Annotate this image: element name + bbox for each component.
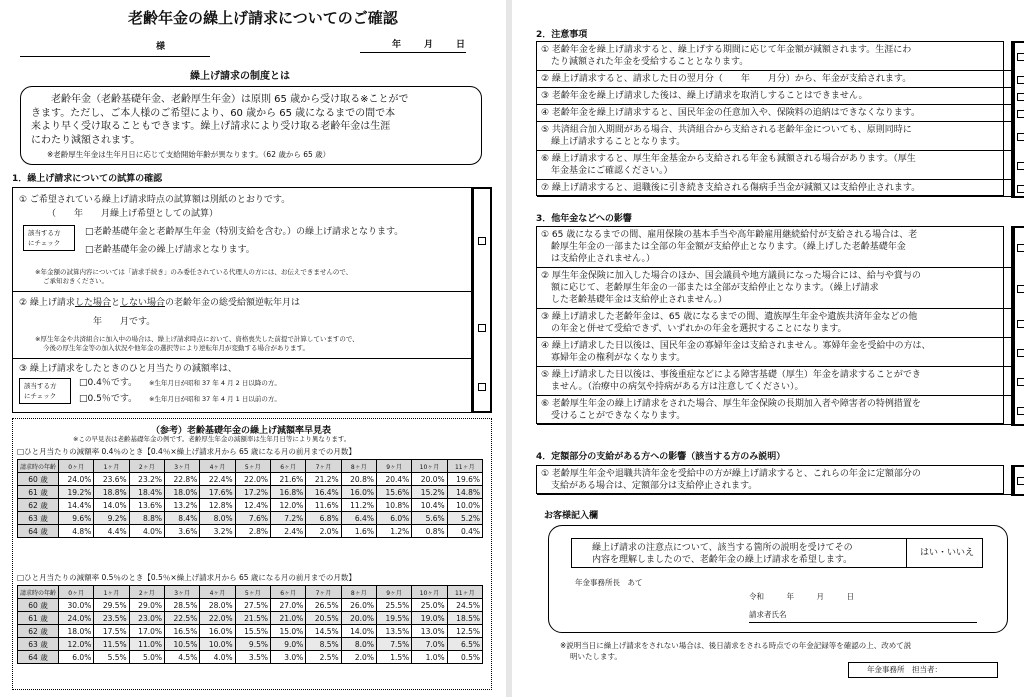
q2-line1-e: の老齢年金の総受給額逆転年月は [164,298,300,308]
table-month-header: 0ヶ月 [59,460,94,473]
system-body-1: 老齢年金（老齢基礎年金、老齢厚生年金）は原則 65 歳から受け取る※ことがで [51,94,409,105]
table-rate-cell: 7.2% [270,512,305,525]
table-rate-cell: 30.0% [59,599,94,612]
table-rate-cell: 11.0% [129,638,164,651]
table-rate-cell: 14.0% [341,625,376,638]
q3-option-04-note: ※生年月日が昭和 37 年 4 月 2 日以降の方。 [149,379,281,387]
q1-check-label-box [23,225,75,251]
q1-note-1: ※年金額の試算内容については「請求手続き」のみ委任されている代理人の方には、お伝えできませんので、 [35,268,353,276]
section2-item [537,122,1011,151]
table-rate-cell: 15.5% [235,625,270,638]
table-rate-cell: 29.5% [94,599,129,612]
table-rate-cell: 16.0% [341,486,376,499]
claimant-label: 請求者氏名 [749,610,787,619]
table-rate-cell: 14.5% [306,625,341,638]
table-age-cell: 60 歳 [18,599,59,612]
q2-line1-d: しない場合 [119,298,165,308]
section3-item [537,338,1011,367]
q3-option-04[interactable]: □0.4％です。 [79,378,138,388]
table-rate-cell: 6.8% [306,512,341,525]
table-rate-cell: 27.0% [270,599,305,612]
table-month-header: 3ヶ月 [165,586,200,599]
date-year-label: 年 [392,40,402,50]
table-rate-cell: 20.0% [412,473,447,486]
table-rate-cell: 22.8% [165,473,200,486]
table-rate-cell: 2.0% [341,651,376,664]
table-rate-cell: 2.4% [270,525,305,538]
section3-item [537,268,1011,309]
section2-item [537,88,1011,105]
section3-item-text: した老齢基礎年金は支給停止されません。） [551,295,728,305]
section3-item-text: は支給停止されません。） [551,254,656,264]
table-rate-cell: 26.0% [341,599,376,612]
table-rate-cell: 23.0% [129,612,164,625]
table-rate-cell: 25.5% [376,599,411,612]
table-rate-cell: 17.6% [200,486,235,499]
table-row [18,525,483,538]
table-age-cell: 61 歳 [18,486,59,499]
q2-note-1: ※厚生年金や共済組合に加入中の場合は、繰上げ請求時点において、資格喪失した前提で計算していますので、 [35,335,359,343]
section2-item-text: ④ 老齢年金を繰上げ請求すると、国民年金の任意加入や、保険料の追納はできなくなります。 [541,108,921,118]
table-rate-cell: 0.5% [447,651,482,664]
table-rate-cell: 2.5% [306,651,341,664]
table-month-header: 8ヶ月 [341,460,376,473]
table-rate-cell: 23.5% [94,612,129,625]
table-rate-cell: 18.5% [447,612,482,625]
table-rate-cell: 8.0% [341,638,376,651]
q1-line1: ① ご希望されている繰上げ請求時点の試算額は別紙のとおりです。 [19,195,291,205]
table-rate-cell: 0.8% [412,525,447,538]
table-rate-cell: 9.5% [235,638,270,651]
section4-item-text: 支給がある場合は、定額部分は支給停止されます。 [551,481,758,491]
table-rate-cell: 7.6% [235,512,270,525]
table-month-header: 11ヶ月 [447,586,482,599]
q1-check-label-b: にチェック [28,239,61,247]
section3-item-text: ません。（治療中の病気や持病がある方は注意してください）。 [551,382,804,392]
table-rate-cell: 22.0% [200,612,235,625]
section3-item-text: 額に応じて、老齢厚生年金の一部または全部が支給停止となります。（繰上げ請求 [551,283,879,293]
table-rate-cell: 22.0% [235,473,270,486]
consent-row [571,538,983,568]
q2-divider [13,358,471,359]
section3-item-text: ② 厚生年金保険に加入した場合のほか、国会議員や地方議員になった場合には、給与や賞与の [541,271,921,281]
table-rate-cell: 24.5% [447,599,482,612]
reference-table-box [12,418,492,690]
section3-item-text: ① 65 歳になるまでの間、雇用保険の基本手当や高年齢雇用継続給付が支給される場合は、老 [541,230,918,240]
table-age-cell: 64 歳 [18,525,59,538]
section1-heading: 1．繰上げ請求についての試算の確認 [12,174,163,184]
table-rate-cell: 8.5% [306,638,341,651]
table-rate-cell: 2.8% [235,525,270,538]
section2-item-text: 年金基金にご確認ください。） [551,166,673,176]
section1-questions [12,187,472,413]
table-rate-cell: 28.5% [165,599,200,612]
table-rate-cell: 14.4% [59,499,94,512]
table-row [18,512,483,525]
section2-items [536,41,1004,196]
right-page [512,0,1024,697]
table-rate-cell: 12.0% [59,638,94,651]
table-rate-cell: 21.6% [270,473,305,486]
section4-checkbox-column [1011,465,1024,496]
table-age-cell: 60 歳 [18,473,59,486]
table-rate-cell: 19.6% [447,473,482,486]
q1-confirm-checkbox[interactable] [478,237,486,245]
system-heading: 繰上げ請求の制度とは [190,71,290,82]
section2-item [537,151,1011,180]
table-rate-cell: 24.0% [59,612,94,625]
table-rate-cell: 5.5% [94,651,129,664]
table-rate-cell: 3.0% [270,651,305,664]
q1-option-basic[interactable]: □老齢基礎年金の繰上げ請求となります。 [85,245,255,255]
table-rate-cell: 0.4% [447,525,482,538]
table-rate-cell: 10.4% [412,499,447,512]
table-rate-cell: 3.5% [235,651,270,664]
section3-item-text: 寡婦年金の権利がなくなります。 [551,353,686,363]
table-rate-cell: 20.5% [306,612,341,625]
table-age-cell: 61 歳 [18,612,59,625]
table-row [18,612,483,625]
table-rate-cell: 19.0% [412,612,447,625]
table-rate-cell: 18.0% [165,486,200,499]
q1-check-label-a: 該当する方 [28,229,61,237]
table-month-header: 6ヶ月 [270,586,305,599]
table-rate-cell: 14.8% [447,486,482,499]
table-month-header: 1ヶ月 [94,460,129,473]
table-rate-cell: 6.5% [447,638,482,651]
table-rate-cell: 7.0% [412,638,447,651]
table-rate-cell: 16.4% [306,486,341,499]
table-rate-cell: 10.8% [376,499,411,512]
table-rate-cell: 19.2% [59,486,94,499]
document-title: 老齢年金の繰上げ請求についてのご確認 [128,9,398,27]
table-rate-cell: 3.2% [200,525,235,538]
table-rate-cell: 4.0% [200,651,235,664]
system-description-box [20,86,482,165]
table-header-row [18,460,483,473]
q3-option-05-note: ※生年月日が昭和 37 年 4 月 1 日以前の方。 [149,395,281,403]
table-age-cell: 64 歳 [18,651,59,664]
q3-check-label-a: 該当する方 [24,382,57,390]
section2-checkbox-column [1011,41,1024,198]
table-rate-cell: 9.2% [94,512,129,525]
table-rate-cell: 13.0% [412,625,447,638]
consent-answer[interactable]: はい・いいえ [920,548,975,558]
section3-item-text: 受けることができなくなります。 [551,411,686,421]
table-age-cell: 63 歳 [18,638,59,651]
table-rate-cell: 5.6% [412,512,447,525]
consent-divider [906,539,907,567]
reduction-table-05 [17,585,483,664]
table-rate-cell: 1.6% [341,525,376,538]
section2-item-text: ① 老齢年金を繰上げ請求すると、繰上げする期間に応じて年金額が減額されます。生涯にわ [541,45,912,55]
q3-option-05[interactable]: □0.5％です。 [79,394,138,404]
table-rate-cell: 1.0% [412,651,447,664]
table-rate-cell: 23.6% [94,473,129,486]
section3-item [537,227,1011,268]
table-month-header: 1ヶ月 [94,586,129,599]
table-rate-cell: 22.5% [165,612,200,625]
table1-caption: □ひと月当たりの減額率 0.4％のとき【0.4％×繰上げ請求月から 65 歳になる月の前月までの月数】 [17,447,356,456]
reference-title: （参考）老齢基礎年金の繰上げ減額率早見表 [151,426,332,436]
table-rate-cell: 11.2% [341,499,376,512]
table-rate-cell: 24.0% [59,473,94,486]
table-month-header: 2ヶ月 [129,586,164,599]
system-body-3: 来より早く受け取ることもできます。繰上げ請求により受け取る老齢年金は生涯 [31,121,391,132]
section3-item [537,309,1011,338]
table-rate-cell: 15.2% [412,486,447,499]
table-rate-cell: 18.4% [129,486,164,499]
table-rate-cell: 2.0% [306,525,341,538]
section3-item-text: ⑤ 繰上げ請求した日以後は、事後重症などによる障害基礎（厚生）年金を請求することができ [541,370,921,380]
table-rate-cell: 18.0% [59,625,94,638]
footer-note-2: 明いたします。 [570,652,622,661]
table-rate-cell: 16.8% [270,486,305,499]
section2-item [537,180,1011,197]
date-month-label: 月 [424,40,434,50]
q2-line1-a: ② 繰上げ請求 [19,298,75,308]
table-row [18,638,483,651]
reduction-table-04 [17,459,483,538]
customer-heading: お客様記入欄 [544,511,599,521]
table-row [18,473,483,486]
table-rate-cell: 12.4% [235,499,270,512]
table-rate-cell: 21.2% [306,473,341,486]
q1-divider [13,291,471,292]
name-line [20,56,210,57]
section2-item [537,105,1011,122]
table-rate-cell: 10.5% [165,638,200,651]
name-suffix: 様 [156,42,166,52]
table-rate-cell: 6.0% [376,512,411,525]
customer-entry-box [548,525,1008,633]
q3-confirm-checkbox[interactable] [478,383,486,391]
table-rate-cell: 9.0% [270,638,305,651]
table-rate-cell: 4.4% [94,525,129,538]
table-rate-cell: 20.8% [341,473,376,486]
section3-item [537,396,1011,425]
table-rate-cell: 5.2% [447,512,482,525]
table-rate-cell: 20.4% [376,473,411,486]
table-row [18,599,483,612]
table-rate-cell: 17.5% [94,625,129,638]
table-rate-cell: 5.0% [129,651,164,664]
table-rate-cell: 13.5% [376,625,411,638]
q2-line1-c: と [110,298,120,308]
table-rate-cell: 16.0% [200,625,235,638]
table-row [18,651,483,664]
q2-line1-b: した場合 [74,298,111,308]
q1-option-both[interactable]: □老齢基礎年金と老齢厚生年金（特別支給を含む。）の繰上げ請求となります。 [85,227,404,237]
table-month-header: 5ヶ月 [235,586,270,599]
section2-item-text: たり減額された年金を受給することとなります。 [551,57,749,67]
table-rate-cell: 19.5% [376,612,411,625]
table-month-header: 6ヶ月 [270,460,305,473]
section2-item-text: 繰上げ請求することとなります。 [551,137,686,147]
footer-note-1: ※説明当日に繰上げ請求をされない場合は、後日請求をされる時点での年金記録等を確認の上、改めて説 [560,641,912,650]
office-staff-box [848,662,998,678]
table-rate-cell: 8.0% [200,512,235,525]
table-age-cell: 62 歳 [18,625,59,638]
table-rate-cell: 6.0% [59,651,94,664]
table-rate-cell: 20.0% [341,612,376,625]
table-rate-cell: 21.0% [270,612,305,625]
table-rate-cell: 17.2% [235,486,270,499]
table-corner-header: 請求時の年齢 [18,460,59,473]
claimant-name-line[interactable] [749,622,977,623]
q2-confirm-checkbox[interactable] [478,324,486,332]
table-rate-cell: 21.5% [235,612,270,625]
system-body-2: きます。ただし、ご本人様のご希望により、60 歳から 65 歳になるまでの間で本 [31,107,396,119]
section4-heading: 4．定額部分の支給がある方への影響（該当する方のみ説明） [536,452,786,462]
section3-heading: 3．他年金などへの影響 [536,214,632,224]
table-rate-cell: 11.5% [94,638,129,651]
table-month-header: 11ヶ月 [447,460,482,473]
left-page [0,0,506,697]
table-rate-cell: 12.8% [200,499,235,512]
section3-item [537,367,1011,396]
addressee: 年金事務所長 あて [575,578,643,587]
era-date[interactable]: 令和 年 月 日 [749,592,854,601]
section4-item [537,466,1011,495]
table-rate-cell: 26.5% [306,599,341,612]
table-rate-cell: 15.6% [376,486,411,499]
table-rate-cell: 6.4% [341,512,376,525]
section2-item [537,42,1011,71]
table-month-header: 2ヶ月 [129,460,164,473]
section2-item-text: ③ 老齢年金を繰上げ請求した後は、繰上げ請求を取消しすることはできません。 [541,91,868,101]
section3-item-text: ⑥ 老齢厚生年金の繰上げ請求をされた場合、厚生年金保険の長期加入者や障害者の特例措置を [541,399,921,409]
table-rate-cell: 4.0% [129,525,164,538]
table-month-header: 3ヶ月 [165,460,200,473]
section3-item-text: ④ 繰上げ請求した日以後は、国民年金の寡婦年金は支給されません。寡婦年金を受給中の方は、 [541,341,931,351]
q1-note-2: ご承知おきください。 [43,277,108,285]
table-month-header: 7ヶ月 [306,460,341,473]
date-line [360,52,466,53]
table-rate-cell: 23.2% [129,473,164,486]
table-rate-cell: 12.5% [447,625,482,638]
table-rate-cell: 10.0% [447,499,482,512]
table-rate-cell: 22.4% [200,473,235,486]
table-month-header: 8ヶ月 [341,586,376,599]
table-row [18,499,483,512]
section3-item-text: ③ 繰上げ請求した老齢年金は、65 歳になるまでの間、遺族厚生年金や遺族共済年金などの他 [541,312,918,322]
table-rate-cell: 8.8% [129,512,164,525]
table-rate-cell: 29.0% [129,599,164,612]
table-rate-cell: 12.0% [270,499,305,512]
q1-line2: （ 年 月繰上げ希望としての試算） [47,209,219,219]
q3-line1: ③ 繰上げ請求をしたときのひと月当たりの減額率は、 [19,364,237,374]
section4-items [536,465,1004,494]
table-rate-cell: 18.8% [94,486,129,499]
reference-note: ※この早見表は老齢基礎年金の例です。老齢厚生年金の減額率は生年月日等により異なります。 [73,435,351,443]
section2-item [537,71,1011,88]
table-month-header: 9ヶ月 [376,586,411,599]
table-month-header: 0ヶ月 [59,586,94,599]
table2-caption: □ひと月当たりの減額率 0.5％のとき【0.5％×繰上げ請求月から 65 歳になる月の前月までの月数】 [17,573,356,582]
table-header-row [18,586,483,599]
section2-item-text: ② 繰上げ請求すると、請求した日の翌月分（ 年 月分）から、年金が支給されます。 [541,74,912,84]
table-rate-cell: 10.0% [200,638,235,651]
consent-text-2: 内容を理解しましたので、老齢年金の繰上げ請求を希望します。 [592,555,853,565]
office-staff-label: 年金事務所 担当者： [867,665,942,674]
section2-item-text: ⑦ 繰上げ請求すると、退職後に引き続き支給される傷病手当金が減額又は支給停止されます。 [541,183,921,193]
consent-text-1: 繰上げ請求の注意点について、該当する箇所の説明を受けてその [592,543,853,553]
section2-item-text: ⑥ 繰上げ請求すると、厚生年金基金から支給される年金も減額される場合があります。（厚生 [541,154,916,164]
q3-check-label-box [19,378,71,404]
section3-checkbox-column [1011,226,1024,426]
table-month-header: 10ヶ月 [412,586,447,599]
table-age-cell: 63 歳 [18,512,59,525]
table-rate-cell: 13.6% [129,499,164,512]
table-rate-cell: 4.5% [165,651,200,664]
table-rate-cell: 13.2% [165,499,200,512]
table-month-header: 10ヶ月 [412,460,447,473]
table-month-header: 7ヶ月 [306,586,341,599]
table-rate-cell: 7.5% [376,638,411,651]
system-note: ※老齢厚生年金は生年月日に応じて支給開始年齢が異なります。（62 歳から 65 歳） [47,150,331,159]
table-rate-cell: 9.6% [59,512,94,525]
date-day-label: 日 [456,40,466,50]
table-rate-cell: 17.0% [129,625,164,638]
q2-line2: 年 月です。 [93,317,156,327]
table-rate-cell: 16.5% [165,625,200,638]
table-rate-cell: 15.0% [270,625,305,638]
section2-heading: 2．注意事項 [536,30,588,40]
section2-item-text: ⑤ 共済組合加入期間がある場合、共済組合から支給される老齢年金についても、原則同時に [541,125,912,135]
section3-item-text: 齢厚生年金の一部または全部の年金額が支給停止となります。（繰上げした老齢基礎年金 [551,242,906,252]
table-rate-cell: 28.0% [200,599,235,612]
table-rate-cell: 25.0% [412,599,447,612]
table-rate-cell: 3.6% [165,525,200,538]
table-row [18,625,483,638]
table-corner-header: 請求時の年齢 [18,586,59,599]
q2-line1 [19,297,300,309]
table-month-header: 9ヶ月 [376,460,411,473]
table-rate-cell: 1.2% [376,525,411,538]
table-rate-cell: 14.0% [94,499,129,512]
section1-confirm-column [472,187,492,413]
section3-items [536,226,1004,424]
system-body-4: にわたり減額されます。 [31,134,141,146]
table-rate-cell: 27.5% [235,599,270,612]
table-month-header: 4ヶ月 [200,586,235,599]
table-rate-cell: 1.5% [376,651,411,664]
section4-item-text: ① 老齢厚生年金や退職共済年金を受給中の方が繰上げ請求すると、これらの年金に定額部分の [541,469,921,479]
q3-check-label-b: にチェック [24,392,57,400]
q2-note-2: 今後の厚生年金等の加入状況や他年金の選択等により逆転年月が変動する場合があります。 [43,344,309,352]
table-age-cell: 62 歳 [18,499,59,512]
table-month-header: 4ヶ月 [200,460,235,473]
table-rate-cell: 8.4% [165,512,200,525]
table-row [18,486,483,499]
table-rate-cell: 11.6% [306,499,341,512]
table-month-header: 5ヶ月 [235,460,270,473]
table-rate-cell: 4.8% [59,525,94,538]
section3-item-text: の年金と併せて受給できず、いずれかの年金を選択することになります。 [551,324,847,334]
